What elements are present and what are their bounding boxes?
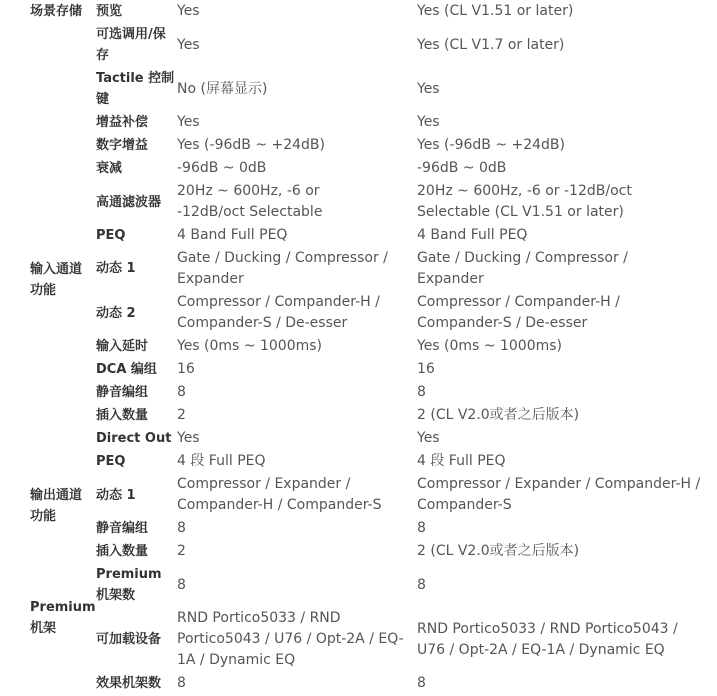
spec-label: 数字增益 [96,138,149,153]
spec-label: 衰减 [96,161,123,176]
spec-label: 动态 1 [96,261,136,276]
spec-row [0,292,717,334]
spec-value-col2: Yes (CL V1.51 or later) [417,3,574,19]
spec-value-col1: 2 [177,407,186,423]
spec-label: 增益补偿 [96,115,149,130]
spec-value-col1: 4 段 Full PEQ [177,453,266,469]
spec-value-col2: Yes [417,80,440,97]
spec-value-col1: 20Hz ~ 600Hz, -6 or -12dB/oct Selectable [177,183,323,220]
spec-value-col2: -96dB ~ 0dB [417,160,507,176]
spec-label: Tactile 控制键 [96,71,175,107]
spec-row [0,248,717,290]
spec-value-col2: 8 [417,384,426,400]
spec-value-col2: 4 Band Full PEQ [417,227,528,243]
spec-value-col2: RND Portico5033 / RND Portico5043 / U76 / Opt-2A / EQ-1A / Dynamic EQ [417,620,678,658]
spec-row [0,474,717,516]
spec-row [0,68,717,110]
spec-value-col2: Compressor / Expander / Compander-H / Compander-S [417,476,701,513]
spec-row [0,181,717,223]
spec-value-col1: Yes [177,114,200,130]
spec-row [0,336,717,357]
spec-row [0,451,717,472]
spec-label: 高通滤波器 [96,194,162,210]
spec-label: PEQ [96,228,126,243]
spec-row [0,135,717,156]
spec-row [0,541,717,562]
spec-value-col1: -96dB ~ 0dB [177,160,267,176]
category-input-channel: 输入通道功能 [30,262,83,298]
spec-value-col1: Compressor / Expander / Compander-H / Compander-S [177,476,382,513]
spec-row [0,24,717,66]
spec-value-col2: 2 (CL V2.0或者之后版本) [417,407,580,423]
spec-row [0,112,717,133]
spec-value-col2: 2 (CL V2.0或者之后版本) [417,543,580,559]
spec-row [0,405,717,426]
spec-row [0,158,717,179]
spec-label: 静音编组 [96,385,149,400]
spec-label: 输入延时 [96,339,149,354]
spec-value-col2: 8 [417,675,426,691]
spec-value-col1: 8 [177,576,186,593]
spec-row [0,382,717,403]
spec-value-col1: Yes [177,430,200,446]
spec-value-col2: 4 段 Full PEQ [417,453,506,469]
spec-label: 动态 1 [96,487,136,503]
spec-row [0,564,717,606]
spec-value-col1: Compressor / Compander-H / Compander-S / De-esser [177,294,380,331]
spec-value-col2: Yes (CL V1.7 or later) [417,36,565,53]
spec-row [0,518,717,539]
spec-value-col1: 8 [177,384,186,400]
spec-value-col2: Yes (-96dB ~ +24dB) [417,137,565,153]
category-output-channel: 输出通道功能 [30,488,83,524]
spec-label: Premium 机架数 [96,567,162,603]
spec-value-col2: Yes [417,114,440,130]
category-scene-storage: 场景存储 [30,4,83,19]
spec-value-col1: Yes (0ms ~ 1000ms) [177,338,323,354]
spec-value-col1: 8 [177,675,186,691]
spec-label: 效果机架数 [96,676,162,691]
spec-label: 预览 [96,4,123,19]
spec-label: 插入数量 [96,544,149,559]
spec-label: 插入数量 [96,408,149,423]
spec-row [0,428,717,449]
spec-value-col2: Yes (0ms ~ 1000ms) [417,338,563,354]
category-premium-rack: Premium 机架 [30,600,96,636]
spec-label: 静音编组 [96,521,149,536]
spec-label: 可加载设备 [96,632,162,647]
spec-row [0,225,717,246]
spec-label: PEQ [96,454,126,469]
spec-row [0,673,717,694]
spec-row [0,608,717,671]
spec-value-col1: Yes (-96dB ~ +24dB) [177,137,325,153]
spec-row [0,1,717,22]
spec-value-col2: 8 [417,520,426,536]
spec-value-col2: Yes [417,430,440,446]
spec-value-col1: Gate / Ducking / Compressor / Expander [177,250,388,287]
spec-label: DCA 编组 [96,362,157,377]
spec-value-col1: Yes [177,3,200,19]
spec-label: 动态 2 [96,305,136,321]
spec-value-col1: 16 [177,361,195,377]
spec-row [0,359,717,380]
spec-value-col1: No (屏幕显示) [177,80,268,97]
spec-value-col1: 4 Band Full PEQ [177,227,288,243]
spec-value-col2: 20Hz ~ 600Hz, -6 or -12dB/oct Selectable (CL V1.51 or later) [417,183,632,220]
spec-value-col2: Compressor / Compander-H / Compander-S / De-esser [417,294,620,331]
spec-value-col2: 16 [417,361,435,377]
spec-value-col2: Gate / Ducking / Compressor / Expander [417,250,628,287]
spec-value-col1: 8 [177,520,186,536]
spec-label: Direct Out [96,431,172,446]
spec-label: 可选调用/保存 [96,27,166,63]
spec-value-col2: 8 [417,576,426,593]
spec-value-col1: RND Portico5033 / RND Portico5043 / U76 / Opt-2A / EQ-1A / Dynamic EQ [177,610,404,668]
spec-value-col1: Yes [177,36,200,53]
spec-value-col1: 2 [177,543,186,559]
